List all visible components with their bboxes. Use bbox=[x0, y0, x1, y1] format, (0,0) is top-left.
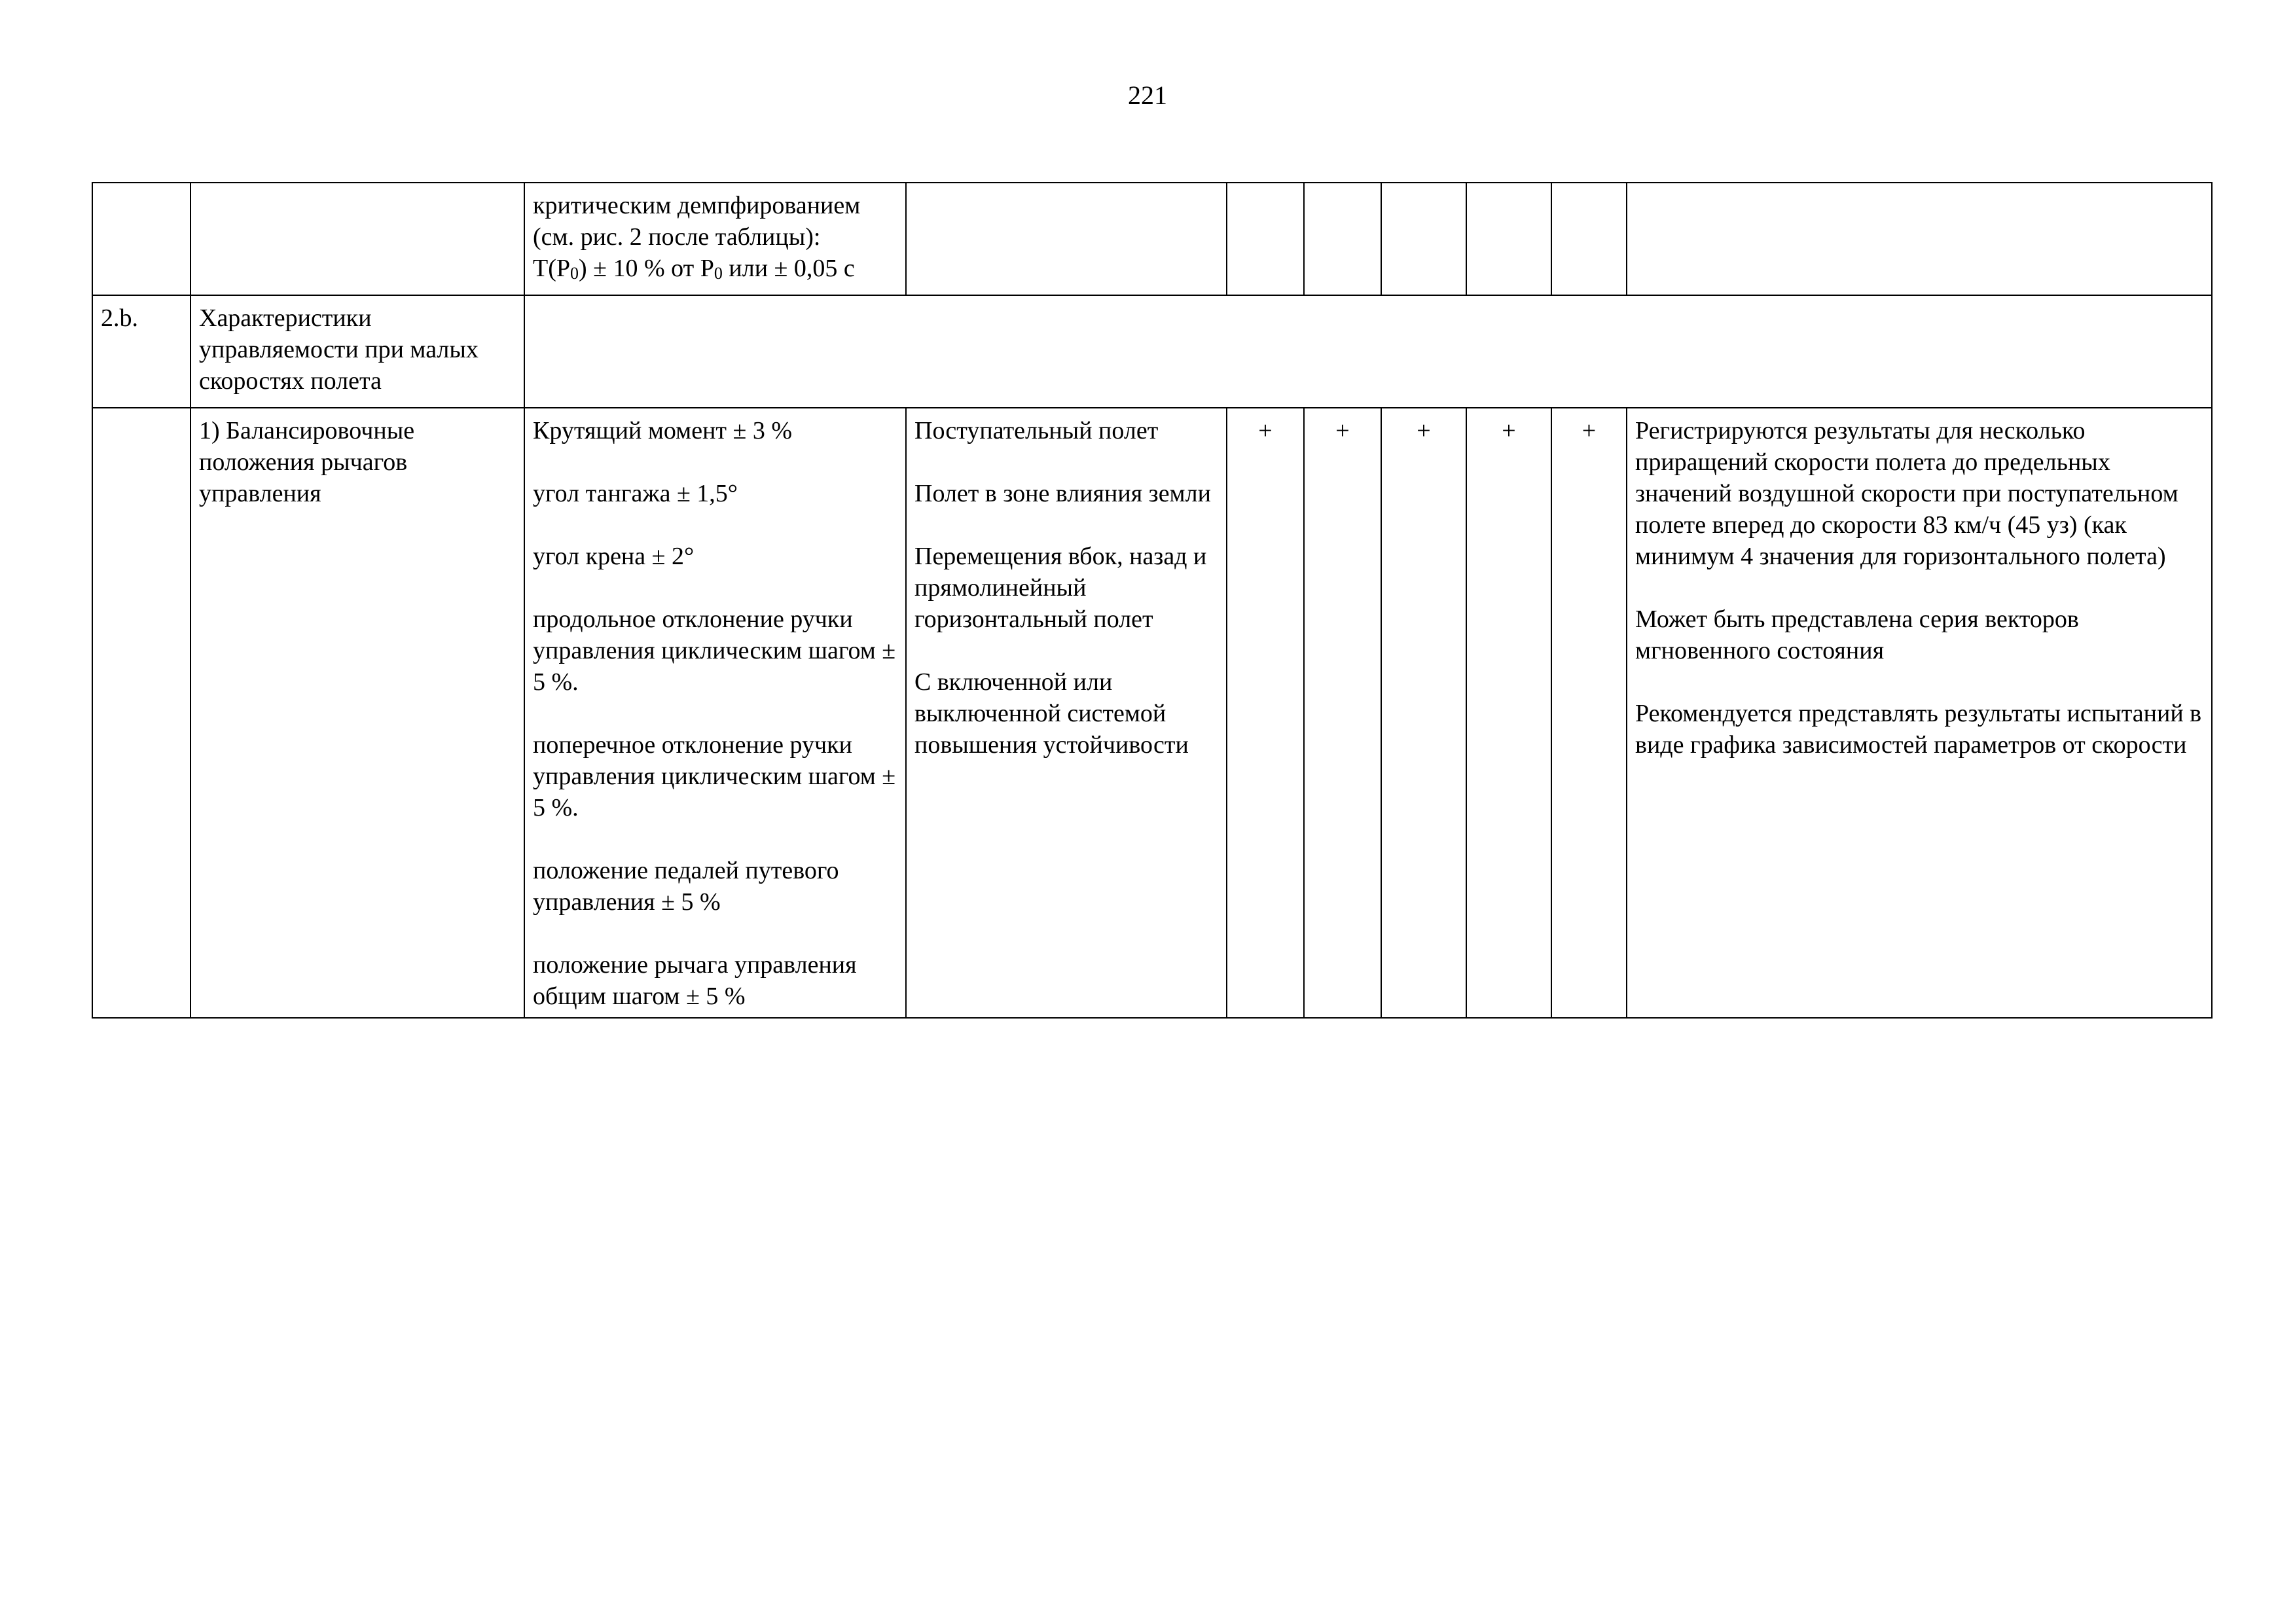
criteria-line: критическим демпфированием bbox=[533, 192, 861, 219]
item-name: 1) Балансировочные положения рычагов управления bbox=[190, 408, 524, 1018]
cell-mark-empty bbox=[1304, 183, 1381, 295]
item-notes bbox=[1627, 408, 2212, 1018]
table-row-item bbox=[92, 408, 2212, 1018]
note-entry: Может быть представлена серия векторов мгновенного состояния bbox=[1635, 605, 2079, 664]
section-span-empty bbox=[524, 295, 2212, 408]
criteria-formula: $Т(Р_0) \pm 10$ % от $Р_0$ или ± 0,05 с bbox=[533, 255, 855, 283]
criteria-entry: положение рычага управления общим шагом ± 5 % bbox=[533, 951, 857, 1010]
criteria-entry: положение педалей путевого управления ± 5 % bbox=[533, 857, 839, 916]
criteria-entry: угол крена ± 2° bbox=[533, 543, 695, 570]
mark-cell: + bbox=[1466, 408, 1551, 1018]
cell-number-empty bbox=[92, 183, 190, 295]
cell-number-empty bbox=[92, 408, 190, 1018]
requirements-table bbox=[92, 182, 2213, 1019]
cell-mark-empty bbox=[1227, 183, 1304, 295]
criteria-entry: продольное отклонение ручки управления циклическим шагом ± 5 %. bbox=[533, 605, 896, 696]
criteria-entry: Крутящий момент ± 3 % bbox=[533, 417, 793, 444]
section-title: Характеристики управляемости при малых скоростях полета bbox=[190, 295, 524, 408]
condition-entry: С включенной или выключенной системой повышения устойчивости bbox=[914, 668, 1189, 759]
criteria-line: (см. рис. 2 после таблицы): bbox=[533, 223, 821, 251]
mark-cell: + bbox=[1381, 408, 1466, 1018]
mark-cell: + bbox=[1304, 408, 1381, 1018]
note-entry: Рекомендуется представлять результаты испытаний в виде графика зависимостей параметров от скорости bbox=[1635, 700, 2202, 759]
cell-mark-empty bbox=[1551, 183, 1627, 295]
note-entry: Регистрируются результаты для несколько приращений скорости полета до предельных значений воздушной скорости при поступательном полете вперед до скорости 83 км/ч (45 уз) (как минимум 4 значения для горизонтального полета) bbox=[1635, 417, 2178, 570]
section-number: 2.b. bbox=[92, 295, 190, 408]
criteria-entry: угол тангажа ± 1,5° bbox=[533, 480, 738, 507]
criteria-entry: поперечное отклонение ручки управления циклическим шагом ± 5 %. bbox=[533, 731, 896, 821]
cell-criteria-continued bbox=[524, 183, 906, 295]
mark-cell: + bbox=[1227, 408, 1304, 1018]
cell-conditions-empty bbox=[906, 183, 1227, 295]
condition-entry: Перемещения вбок, назад и прямолинейный горизонтальный полет bbox=[914, 543, 1207, 633]
cell-mark-empty bbox=[1466, 183, 1551, 295]
cell-name-empty bbox=[190, 183, 524, 295]
cell-notes-empty bbox=[1627, 183, 2212, 295]
item-conditions bbox=[906, 408, 1227, 1018]
table-row-section bbox=[92, 295, 2212, 408]
page-number: 221 bbox=[1128, 81, 1167, 110]
item-criteria bbox=[524, 408, 906, 1018]
condition-entry: Поступательный полет bbox=[914, 417, 1159, 444]
mark-cell: + bbox=[1551, 408, 1627, 1018]
condition-entry: Полет в зоне влияния земли bbox=[914, 480, 1211, 507]
cell-mark-empty bbox=[1381, 183, 1466, 295]
table-row-continuation bbox=[92, 183, 2212, 295]
